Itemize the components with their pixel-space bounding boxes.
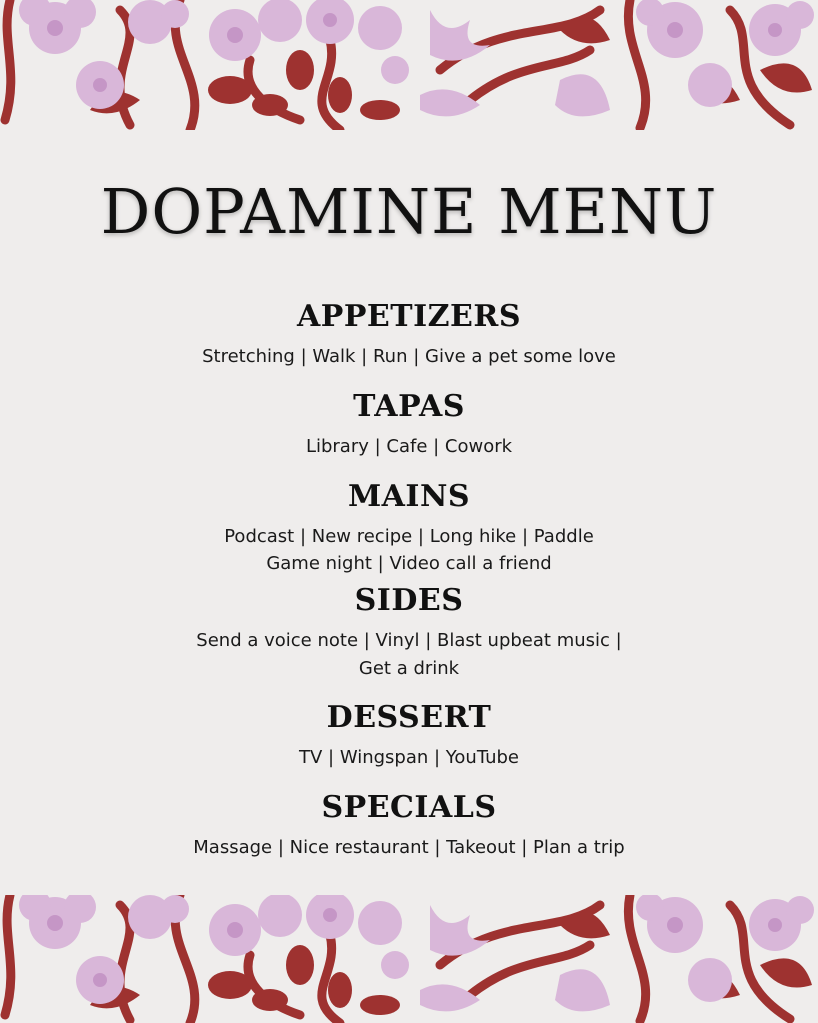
section-items-dessert: TV | Wingspan | YouTube [299,747,519,768]
section-heading-appetizers: APPETIZERS [297,299,521,334]
section-items-specials: Massage | Nice restaurant | Takeout | Plan a trip [193,837,625,858]
section-heading-specials: SPECIALS [321,790,497,825]
section-items-mains-line-1: Podcast | New recipe | Long hike | Paddle [224,526,594,547]
page-title: DOPAMINE MENU [100,175,718,248]
floral-border-art [0,0,818,130]
section-items-appetizers: Stretching | Walk | Run | Give a pet some love [202,346,616,367]
section-items-mains-line-2: Game night | Video call a friend [266,553,552,574]
section-heading-tapas: TAPAS [353,389,465,424]
top-floral-border [0,0,818,130]
section-heading-sides: SIDES [354,583,464,618]
bottom-floral-border [0,895,818,1023]
section-items-tapas: Library | Cafe | Cowork [305,436,513,457]
floral-border-art-bottom [0,895,818,1023]
section-items-sides-line-2: Get a drink [358,658,460,679]
section-heading-mains: MAINS [347,479,471,514]
section-heading-dessert: DESSERT [326,700,492,735]
section-items-sides-line-1: Send a voice note | Vinyl | Blast upbeat music | [196,630,622,651]
